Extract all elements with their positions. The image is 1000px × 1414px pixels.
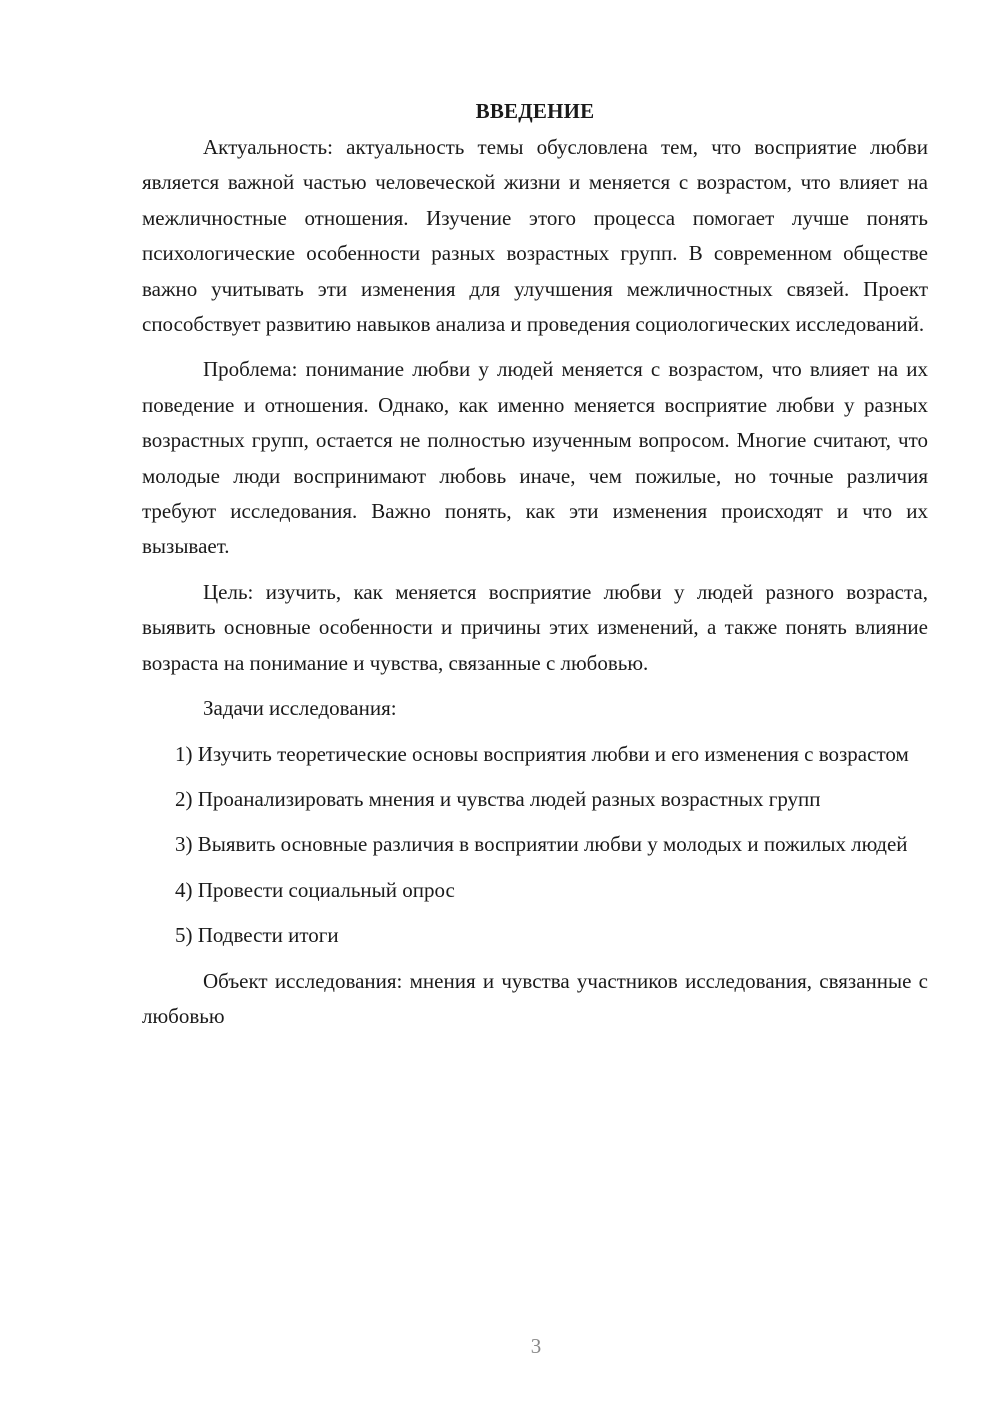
goal-paragraph: Цель: изучить, как меняется восприятие любви у людей разного возраста, выявить основные особенности и причины этих изменений, а также понять влияние возраста на понимание и чувства, связанные с любовью.	[142, 579, 928, 675]
page-number: 3	[530, 1334, 542, 1358]
relevance-paragraph: Актуальность: актуальность темы обусловлена тем, что восприятие любви является важной частью человеческой жизни и меняется с возрастом, что влияет на межличностные отношения. Изучение этого процесса помогает лучше понять психологические особенности разных возрастных групп. В современном обществе важно учитывать эти изменения для улучшения межличностных связей. Проект способствует развитию навыков анализа и проведения социологических исследований.	[142, 135, 928, 337]
object-paragraph: Объект исследования: мнения и чувства участников исследования, связанные с любовью	[142, 968, 928, 1028]
tasks-heading: Задачи исследования:	[203, 696, 397, 721]
task-item-4: 4) Провести социальный опрос	[175, 877, 455, 902]
problem-paragraph: Проблема: понимание любви у людей меняется с возрастом, что влияет на их поведение и отношения. Однако, как именно меняется восприятие любви у разных возрастных групп, остается не полностью изученным вопросом. Многие считают, что молодые люди воспринимают любовь иначе, чем пожилые, но точные различия требуют исследования. Важно понять, как эти изменения происходят и что их вызывает.	[142, 357, 928, 559]
task-item-2: 2) Проанализировать мнения и чувства людей разных возрастных групп	[175, 786, 821, 811]
task-item-1: 1) Изучить теоретические основы восприятия любви и его изменения с возрастом	[175, 741, 909, 766]
document-page	[142, 96, 928, 1044]
task-item-3: 3) Выявить основные различия в восприятии любви у молодых и пожилых людей	[175, 832, 908, 857]
page-title: ВВЕДЕНИЕ	[475, 99, 595, 123]
task-item-5: 5) Подвести итоги	[175, 923, 339, 948]
